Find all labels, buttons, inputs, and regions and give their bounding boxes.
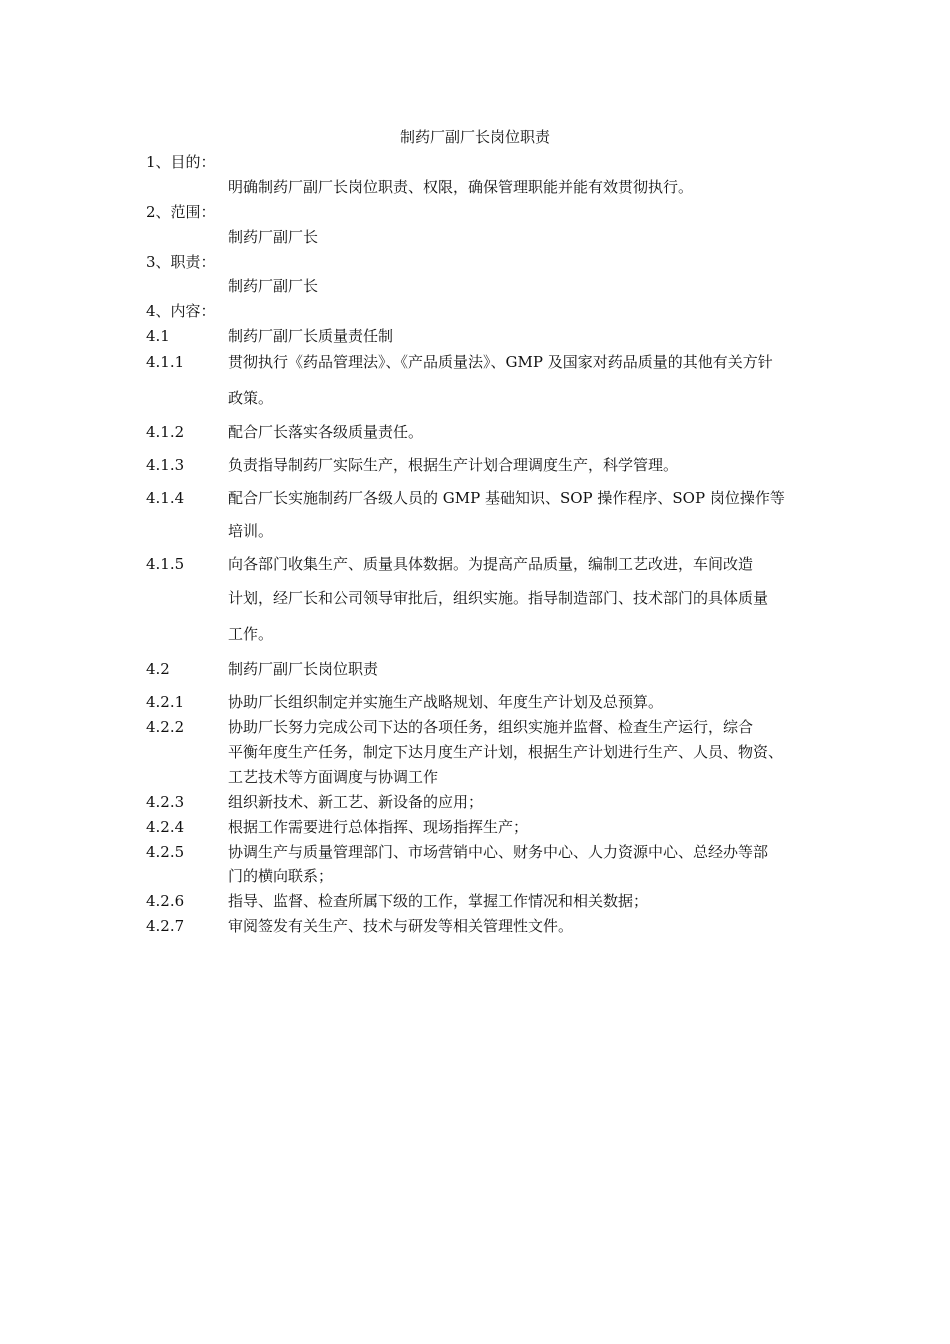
item-number: 4.1.3: [146, 456, 185, 474]
section-heading-scope: 2、范围：: [146, 203, 216, 221]
section-body-scope: 制药厂副厂长: [228, 228, 319, 246]
section-body-duty: 制药厂副厂长: [228, 277, 319, 295]
item-text: 制药厂副厂长质量责任制: [228, 327, 394, 345]
item-text: 审阅签发有关生产、技术与研发等相关管理性文件。: [228, 917, 574, 935]
item-text: 门的横向联系；: [228, 867, 334, 885]
item-number: 4.1: [146, 327, 170, 345]
item-text: 负责指导制药厂实际生产，根据生产计划合理调度生产，科学管理。: [228, 456, 679, 474]
item-text: 组织新技术、新工艺、新设备的应用；: [228, 793, 484, 811]
item-number: 4.2: [146, 660, 170, 678]
item-text: 协助厂长努力完成公司下达的各项任务，组织实施并监督、检查生产运行，综合: [228, 718, 754, 736]
item-text: 向各部门收集生产、质量具体数据。为提高产品质量，编制工艺改进，车间改造: [228, 555, 754, 573]
section-heading-content: 4、内容：: [146, 302, 216, 320]
section-body-purpose: 明确制药厂副厂长岗位职责、权限，确保管理职能并能有效贯彻执行。: [228, 178, 694, 196]
item-number: 4.1.4: [146, 489, 185, 507]
item-number: 4.2.6: [146, 892, 185, 910]
item-text: 培训。: [228, 522, 274, 540]
item-text: 工艺技术等方面调度与协调工作: [228, 768, 439, 786]
item-text: 平衡年度生产任务，制定下达月度生产计划，根据生产计划进行生产、人员、物资、: [228, 743, 784, 761]
item-text: 政策。: [228, 389, 274, 407]
item-text: 根据工作需要进行总体指挥、现场指挥生产；: [228, 818, 529, 836]
section-heading-purpose: 1、目的：: [146, 153, 216, 171]
item-number: 4.2.2: [146, 718, 185, 736]
item-number: 4.2.1: [146, 693, 185, 711]
document-title: 制药厂副厂长岗位职责: [399, 128, 550, 146]
item-text: 协调生产与质量管理部门、市场营销中心、财务中心、人力资源中心、总经办等部: [228, 843, 769, 861]
item-text: 工作。: [228, 625, 274, 643]
item-text: 指导、监督、检查所属下级的工作，掌握工作情况和相关数据；: [228, 892, 649, 910]
item-text: 贯彻执行《药品管理法》、《产品质量法》、GMP 及国家对药品质量的其他有关方针: [228, 353, 773, 371]
item-text: 配合厂长实施制药厂各级人员的 GMP 基础知识、SOP 操作程序、SOP 岗位操作等: [228, 489, 785, 507]
item-number: 4.2.7: [146, 917, 185, 935]
item-number: 4.2.4: [146, 818, 185, 836]
section-heading-duty: 3、职责：: [146, 253, 216, 271]
item-text: 协助厂长组织制定并实施生产战略规划、年度生产计划及总预算。: [228, 693, 664, 711]
item-number: 4.1.2: [146, 423, 185, 441]
item-number: 4.2.5: [146, 843, 185, 861]
item-number: 4.2.3: [146, 793, 185, 811]
item-number: 4.1.1: [146, 353, 185, 371]
item-text: 配合厂长落实各级质量责任。: [228, 423, 424, 441]
item-text: 计划，经厂长和公司领导审批后，组织实施。指导制造部门、技术部门的具体质量: [228, 589, 769, 607]
item-number: 4.1.5: [146, 555, 185, 573]
item-text: 制药厂副厂长岗位职责: [228, 660, 379, 678]
